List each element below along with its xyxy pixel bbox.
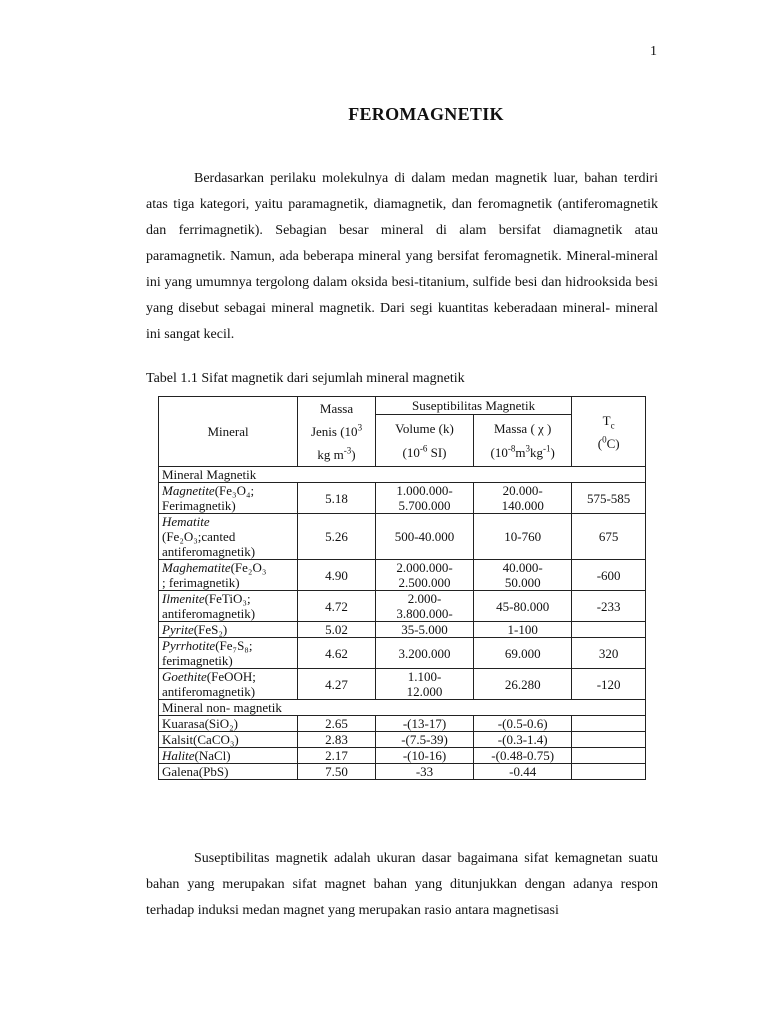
curie-temp-cell	[572, 716, 646, 732]
density-cell: 4.90	[298, 560, 376, 591]
section-magnetic: Mineral Magnetik	[159, 467, 646, 483]
mass-susceptibility-cell: -(0.5-0.6)	[474, 716, 572, 732]
volume-susceptibility-cell: 1.100- 12.000	[375, 669, 473, 700]
page-title: FEROMAGNETIK	[348, 104, 504, 124]
mineral-name: Pyrite(FeS₂)	[159, 622, 298, 638]
table-row	[159, 764, 646, 780]
density-cell: 5.18	[298, 483, 376, 514]
mass-susceptibility-cell: -0.44	[474, 764, 572, 780]
mineral-name: Galena(PbS)	[159, 764, 298, 780]
density-cell: 5.26	[298, 514, 376, 560]
mass-susceptibility-cell: 10-760	[474, 514, 572, 560]
table-row	[159, 748, 646, 764]
mineral-properties-table	[158, 396, 646, 780]
section-nonmagnetic: Mineral non- magnetik	[159, 700, 646, 716]
volume-susceptibility-cell: -33	[375, 764, 473, 780]
mineral-name: Kalsit(CaCO₃)	[159, 732, 298, 748]
density-cell: 5.02	[298, 622, 376, 638]
mass-susceptibility-cell: 20.000- 140.000	[474, 483, 572, 514]
curie-temp-cell	[572, 764, 646, 780]
table-row	[159, 483, 646, 514]
density-cell: 2.83	[298, 732, 376, 748]
mineral-name: Maghematite(Fe₂O₃ ; ferimagnetik)	[159, 560, 298, 591]
curie-temp-cell: -120	[572, 669, 646, 700]
mineral-name: Hematite (Fe₂O₃;canted antiferomagnetik)	[159, 514, 298, 560]
curie-temp-cell: 675	[572, 514, 646, 560]
density-cell: 4.62	[298, 638, 376, 669]
curie-temp-cell: 320	[572, 638, 646, 669]
mineral-name: Ilmenite(FeTiO₃; antiferomagnetik)	[159, 591, 298, 622]
table-row	[159, 638, 646, 669]
table-row	[159, 591, 646, 622]
mass-susceptibility-cell: 40.000- 50.000	[474, 560, 572, 591]
table-row	[159, 732, 646, 748]
volume-susceptibility-cell: 2.000- 3.800.000-	[375, 591, 473, 622]
curie-temp-cell: -600	[572, 560, 646, 591]
curie-temp-cell	[572, 748, 646, 764]
volume-susceptibility-cell: 3.200.000	[375, 638, 473, 669]
header-density: Massa Jenis ($10^3$ kg $m^{-3}$)	[298, 397, 376, 467]
mass-susceptibility-cell: -(0.3-1.4)	[474, 732, 572, 748]
susceptibility-paragraph: Suseptibilitas magnetik adalah ukuran dasar bagaimana sifat kemagnetan suatu bahan yang merupakan sifat magnet bahan yang ditunjukkan dengan adanya respon terhadap induksi medan magnet yang merupakan rasio antara magnetisasi	[146, 851, 658, 918]
mass-susceptibility-cell: 26.280	[474, 669, 572, 700]
density-cell: 2.65	[298, 716, 376, 732]
curie-temp-cell	[572, 732, 646, 748]
header-curie-temp: $T_c$ ($^0$C)	[572, 397, 646, 467]
mineral-name: Kuarasa(SiO₂)	[159, 716, 298, 732]
table-row	[159, 716, 646, 732]
table-row	[159, 669, 646, 700]
volume-susceptibility-cell: 35-5.000	[375, 622, 473, 638]
volume-susceptibility-cell: -(10-16)	[375, 748, 473, 764]
header-volume: Volume (k) ($10^{-6}$ SI)	[375, 415, 473, 467]
header-mass: Massa ( χ ) $(10^{-8}m^3kg^{-1})$	[474, 415, 572, 467]
volume-susceptibility-cell: 500-40.000	[375, 514, 473, 560]
mass-susceptibility-cell: 45-80.000	[474, 591, 572, 622]
page-number: 1	[650, 44, 657, 59]
mineral-name: Goethite(FeOOH; antiferomagnetik)	[159, 669, 298, 700]
density-cell: 4.27	[298, 669, 376, 700]
mass-susceptibility-cell: 69.000	[474, 638, 572, 669]
table-row	[159, 514, 646, 560]
curie-temp-cell: -233	[572, 591, 646, 622]
table-row	[159, 622, 646, 638]
density-cell: 4.72	[298, 591, 376, 622]
curie-temp-cell: 575-585	[572, 483, 646, 514]
density-cell: 2.17	[298, 748, 376, 764]
volume-susceptibility-cell: 1.000.000- 5.700.000	[375, 483, 473, 514]
mass-susceptibility-cell: -(0.48-0.75)	[474, 748, 572, 764]
volume-susceptibility-cell: -(7.5-39)	[375, 732, 473, 748]
mineral-name: Magnetite(Fe₃O₄; Ferimagnetik)	[159, 483, 298, 514]
density-cell: 7.50	[298, 764, 376, 780]
table-caption: Tabel 1.1 Sifat magnetik dari sejumlah mineral magnetik	[146, 371, 465, 386]
header-susceptibility: Suseptibilitas Magnetik	[375, 397, 571, 415]
volume-susceptibility-cell: -(13-17)	[375, 716, 473, 732]
header-mineral: Mineral	[159, 397, 298, 467]
curie-temp-cell	[572, 622, 646, 638]
mineral-name: Halite(NaCl)	[159, 748, 298, 764]
intro-paragraph: Berdasarkan perilaku molekulnya di dalam medan magnetik luar, bahan terdiri atas tiga kategori, yaitu paramagnetik, diamagnetik, dan feromagnetik (antiferomagnetik dan ferrimagnetik). Sebagian besar mineral di alam bersifat diamagnetik atau paramagnetik. Namun, ada beberapa mineral yang bersifat feromagnetik. Mineral-mineral ini yang umumnya tergolong dalam oksida besi-titanium, sulfide besi dan hidrooksida besi yang disebut sebagai mineral magnetik. Dari segi kuantitas keberadaan mineral- mineral ini sangat kecil.	[146, 171, 658, 342]
mass-susceptibility-cell: 1-100	[474, 622, 572, 638]
table-row	[159, 560, 646, 591]
mineral-name: Pyrrhotite(Fe₇S₈; ferimagnetik)	[159, 638, 298, 669]
volume-susceptibility-cell: 2.000.000- 2.500.000	[375, 560, 473, 591]
